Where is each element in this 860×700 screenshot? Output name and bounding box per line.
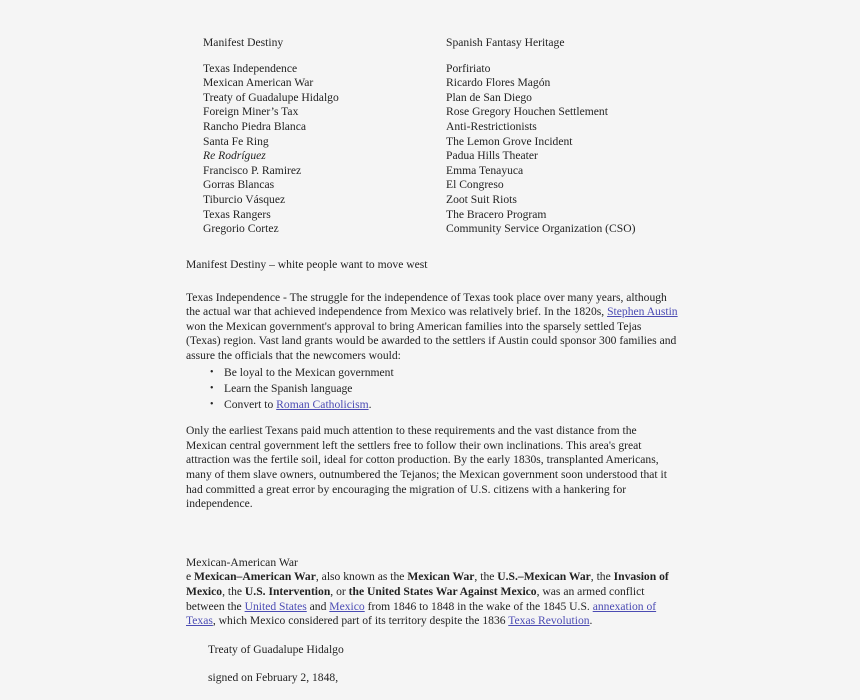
maw-b2: Mexican War	[407, 570, 475, 584]
maw-s5: , the	[222, 584, 245, 598]
roman-catholicism-link[interactable]: Roman Catholicism	[276, 397, 369, 411]
list-item: Texas Rangers	[203, 207, 271, 221]
maw-b6: the United States War Against Mexico	[348, 584, 537, 598]
newcomer-requirements-list	[186, 365, 678, 414]
list-item: Plan de San Diego	[446, 90, 532, 104]
texas-revolution-link[interactable]: Texas Revolution	[508, 614, 590, 628]
maw-s6: , or	[330, 584, 349, 598]
list-item: Porfiriato	[446, 61, 491, 75]
list-item: Emma Tenayuca	[446, 163, 524, 177]
maw-s2: , also known as the	[315, 570, 408, 584]
list-item: The Lemon Grove Incident	[446, 134, 573, 148]
list-item: Treaty of Guadalupe Hidalgo	[203, 90, 339, 104]
term-column-left-header: Manifest Destiny	[203, 36, 284, 49]
mexican-american-war-heading: Mexican-American War	[186, 555, 298, 569]
maw-s11: .	[589, 614, 593, 628]
list-item: Zoot Suit Riots	[446, 192, 517, 206]
list-item: Santa Fe Ring	[203, 134, 269, 148]
maw-b5: U.S. Intervention	[244, 584, 331, 598]
maw-s7: , was an armed conflict between the	[186, 584, 645, 613]
list-item: Anti-Restrictionists	[446, 119, 537, 133]
list-item: Rose Gregory Houchen Settlement	[446, 105, 608, 119]
maw-b3: U.S.–Mexican War	[497, 570, 591, 584]
maw-s9: from 1846 to 1848 in the wake of the 1845 U.S.	[364, 599, 593, 613]
treaty-signed-line: signed on February 2, 1848,	[208, 671, 339, 685]
list-item	[224, 381, 678, 397]
term-column-right	[446, 36, 706, 237]
list-item: Foreign Miner’s Tax	[203, 105, 299, 119]
section-spacer	[186, 526, 678, 556]
list-item: Rancho Piedra Blanca	[203, 119, 307, 133]
texas-independence-text-part1: Texas Independence - The struggle for the independence of Texas took place over many years, although the actual war that achieved independence from Mexico was relatively brief. In the 1820s,	[186, 290, 667, 319]
annexation-of-texas-link[interactable]: annexation of Texas	[186, 599, 657, 628]
bullet-text: Be loyal to the Mexican government	[224, 365, 394, 379]
document-body	[186, 258, 678, 700]
list-item: The Bracero Program	[446, 207, 547, 221]
maw-s8: and	[306, 599, 330, 613]
list-item: El Congreso	[446, 178, 504, 192]
list-item: Gregorio Cortez	[203, 222, 279, 236]
bullet-text: Learn the Spanish language	[224, 381, 353, 395]
term-column-right-header: Spanish Fantasy Heritage	[446, 36, 565, 49]
maw-s10: , which Mexico considered part of its territory despite the 1836	[212, 614, 509, 628]
list-item: Padua Hills Theater	[446, 149, 538, 163]
stephen-austin-link[interactable]: Stephen Austin	[607, 305, 678, 319]
maw-b4: Invasion of Mexico	[186, 570, 669, 598]
bullet-text: Convert to	[224, 397, 277, 411]
list-item: Francisco P. Ramirez	[203, 163, 302, 177]
manifest-destiny-note: Manifest Destiny – white people want to move west	[186, 258, 428, 271]
maw-b1: Mexican–American War	[194, 570, 316, 584]
united-states-link[interactable]: United States	[244, 599, 307, 613]
treaty-heading: Treaty of Guadalupe Hidalgo	[208, 642, 344, 656]
maw-s3: , the	[474, 570, 498, 584]
term-column-left	[186, 36, 446, 237]
list-item	[224, 365, 678, 381]
list-item: Texas Independence	[203, 61, 298, 75]
list-item: Re Rodríguez	[203, 149, 266, 163]
list-item: Mexican American War	[203, 76, 314, 90]
texas-independence-text-part2: won the Mexican government's approval to bring American families into the sparsely settled Tejas (Texas) region. Vast land grants would be awarded to the settlers if Austin could sponsor 300 families and assure the officials that the newcomers would:	[186, 319, 677, 362]
mexican-american-war-paragraph	[186, 570, 678, 628]
texas-independence-closing-paragraph: Only the earliest Texans paid much attention to these requirements and the vast distance from the Mexican central government left the settlers free to follow their own inclinations. This area's great attraction was the fertile soil, ideal for cotton production. By the early 1830s, transplanted Americans, many of them slave owners, outnumbered the Tejanos; the Mexican government soon understood that it had committed a great error by encouraging the migration of U.S. citizens with a hankering for independence.	[186, 424, 667, 511]
maw-s1: e	[186, 570, 195, 584]
mexico-link[interactable]: Mexico	[329, 599, 365, 613]
maw-s4: , the	[590, 570, 614, 584]
texas-independence-paragraph	[186, 291, 678, 364]
list-item: Ricardo Flores Magón	[446, 76, 551, 90]
list-item: Tiburcio Vásquez	[203, 192, 286, 206]
list-item: Community Service Organization (CSO)	[446, 222, 636, 236]
bullet-suffix: .	[368, 397, 372, 411]
list-item	[224, 397, 678, 413]
list-item: Gorras Blancas	[203, 178, 275, 192]
term-list	[186, 36, 706, 237]
